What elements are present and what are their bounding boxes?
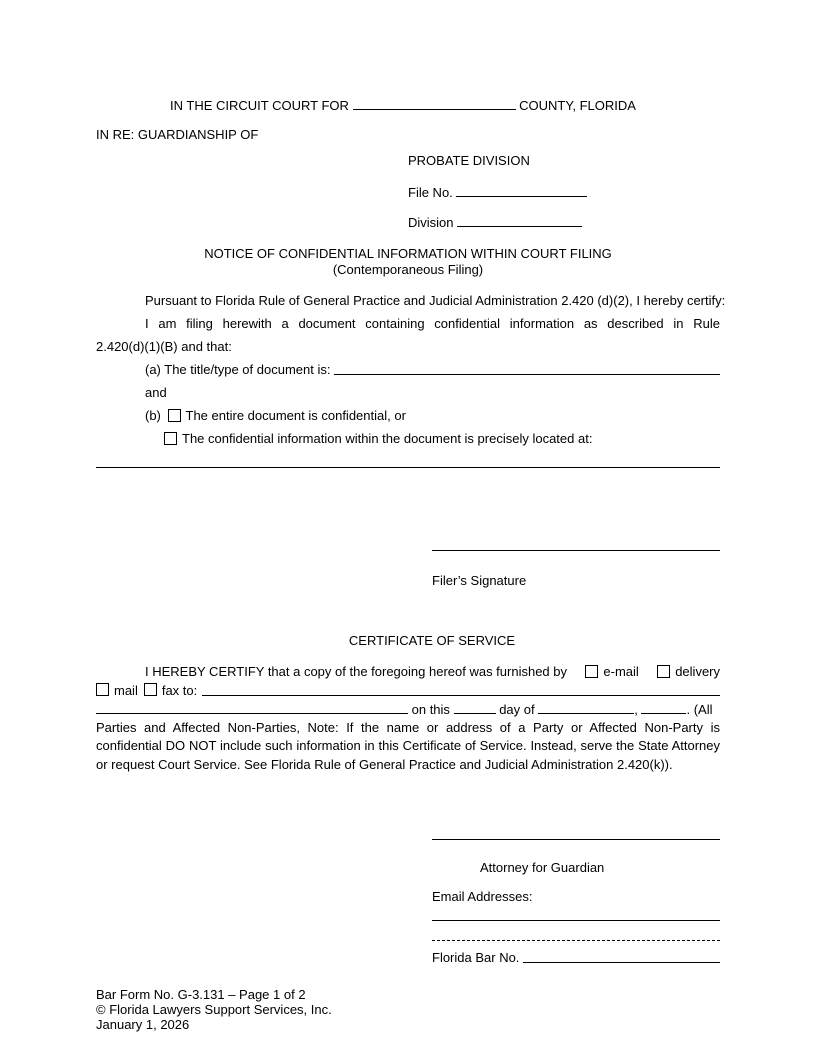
certificate-text: I HEREBY CERTIFY that a copy of the foregoing hereof was furnished by <box>145 664 568 679</box>
pursuant-paragraph: Pursuant to Florida Rule of General Practice and Judicial Administration 2.420 (d)(2), I hereby certify: <box>145 293 726 308</box>
footer-copyright: © Florida Lawyers Support Services, Inc. <box>96 1002 332 1017</box>
located-label: The confidential information within the document is precisely located at: <box>182 431 593 446</box>
court-prefix: IN THE CIRCUIT COURT FOR <box>170 98 349 113</box>
mail-checkbox[interactable] <box>96 683 109 696</box>
item-a-label: (a) The title/type of document is: <box>145 362 331 377</box>
bar-number-label: Florida Bar No. <box>432 950 520 965</box>
all-parties-open: . (All <box>686 702 713 717</box>
division-label: Division <box>408 215 454 230</box>
located-checkbox[interactable] <box>164 432 177 445</box>
document-subtitle: (Contemporaneous Filing) <box>332 262 484 277</box>
delivery-checkbox[interactable] <box>657 665 670 678</box>
email-addresses-label: Email Addresses: <box>432 889 533 904</box>
attorney-label: Attorney for Guardian <box>480 860 605 875</box>
court-caption <box>170 97 636 114</box>
division-name: PROBATE DIVISION <box>408 153 530 168</box>
date-comma: , <box>634 702 638 717</box>
in-re-label: IN RE: GUARDIANSHIP OF <box>96 127 259 142</box>
entire-document-label: The entire document is confidential, or <box>185 408 406 423</box>
year-blank[interactable] <box>641 701 686 714</box>
and-text: and <box>145 385 167 400</box>
recipient-blank[interactable] <box>202 683 720 696</box>
day-of-label: day of <box>499 702 535 717</box>
certificate-heading: CERTIFICATE OF SERVICE <box>348 633 516 648</box>
footer-date: January 1, 2026 <box>96 1017 190 1032</box>
fax-checkbox[interactable] <box>144 683 157 696</box>
file-no-row <box>408 184 587 201</box>
division-row <box>408 214 582 231</box>
bar-number-row <box>432 950 720 966</box>
email-address-line-1[interactable] <box>432 920 720 921</box>
filing-line-2: 2.420(d)(1)(B) and that: <box>96 339 232 354</box>
file-no-blank[interactable] <box>456 184 587 197</box>
document-title: NOTICE OF CONFIDENTIAL INFORMATION WITHIN COURT FILING <box>204 246 612 261</box>
day-blank[interactable] <box>454 701 496 714</box>
certificate-line-2 <box>96 683 720 699</box>
item-b-row <box>145 408 406 424</box>
location-blank-line[interactable] <box>96 467 720 468</box>
county-blank[interactable] <box>353 97 516 110</box>
certificate-note: Parties and Affected Non-Parties, Note: If the name or address of a Party or Affected Non-Party is confidential DO NOT include such information in this Certificate of Service. Instead, serve the State Attorney or request Court Service. See Florida Rule of General Practice and Judicial Administration 2.420(k)). <box>96 720 720 772</box>
month-blank[interactable] <box>538 701 634 714</box>
bar-number-blank[interactable] <box>523 950 720 963</box>
item-a-row <box>145 362 720 378</box>
email-address-line-2[interactable] <box>432 940 720 941</box>
filer-signature-label: Filer’s Signature <box>432 573 527 588</box>
delivery-label: delivery <box>675 664 720 679</box>
mail-label: mail <box>114 683 138 698</box>
located-row <box>164 431 592 447</box>
filing-line-1: I am filing herewith a document containing confidential information as described in Rule <box>145 316 720 331</box>
on-this-label: on this <box>411 702 450 717</box>
filer-signature-line[interactable] <box>432 550 720 551</box>
document-title-blank[interactable] <box>334 362 720 375</box>
court-suffix: COUNTY, FLORIDA <box>519 98 636 113</box>
certificate-line-3 <box>96 701 712 718</box>
certificate-line-1 <box>145 664 720 680</box>
recipient-blank-2[interactable] <box>96 701 408 714</box>
footer-form-no: Bar Form No. G-3.131 – Page 1 of 2 <box>96 987 306 1002</box>
fax-label: fax to: <box>161 683 198 698</box>
file-no-label: File No. <box>408 185 453 200</box>
item-b-prefix: (b) <box>145 408 161 423</box>
email-label: e-mail <box>603 664 639 679</box>
division-blank[interactable] <box>457 214 582 227</box>
email-checkbox[interactable] <box>585 665 598 678</box>
attorney-signature-line[interactable] <box>432 839 720 840</box>
entire-document-checkbox[interactable] <box>168 409 181 422</box>
